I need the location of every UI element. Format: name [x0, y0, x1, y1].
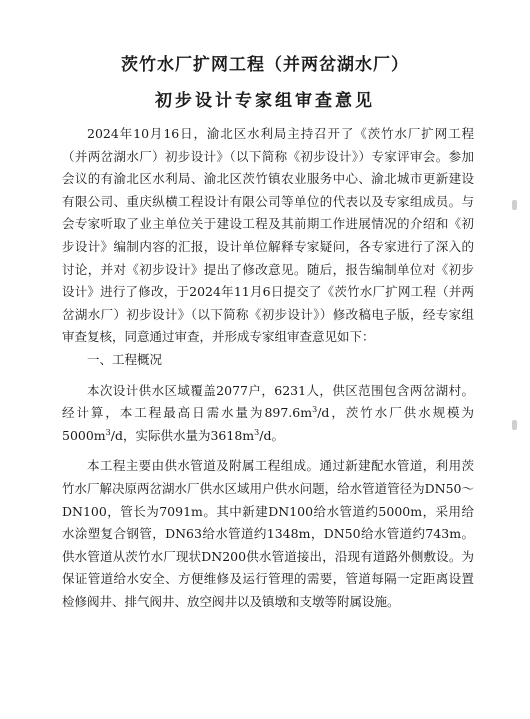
- paragraph-overview: [62, 380, 474, 448]
- margin-mark: [512, 200, 517, 210]
- overview-text-b: /d，茨竹水厂供水规模为5000m: [62, 405, 475, 443]
- document-body: [62, 123, 474, 613]
- overview-text-d: /d。: [259, 427, 284, 443]
- margin-mark: [512, 420, 517, 430]
- superscript-3: 3: [254, 427, 260, 437]
- overview-text-a: 本次设计供水区域覆盖2077户，6231人，供区范围包含两岔湖村。经计算，本工程最高日需水量为897.6m: [62, 382, 474, 421]
- overview-text-c: /d，实际供水量为3618m: [110, 427, 255, 443]
- document-subtitle: 初步设计专家组审查意见: [155, 91, 375, 111]
- section-heading: 一、工程概况: [87, 351, 163, 367]
- superscript-2: 3: [105, 427, 111, 437]
- paragraph-intro: 2024年10月16日，渝北区水利局主持召开了《茨竹水厂扩网工程（并两岔湖水厂）初步设计》（以下简称《初步设计》）专家评审会。参加会议的有渝北区水利局、渝北区茨竹镇农业服务中心、渝北城市更新建设有限公司、重庆纵横工程设计有限公司等单位的代表以及专家组成员。与会专家听取了业主单位关于建设工程及其前期工作进展情况的介绍和《初步设计》编制内容的汇报，设计单位解释专家疑问，各专家进行了深入的讨论，并对《初步设计》提出了修改意见。随后，报告编制单位对《初步设计》进行了修改，于2024年11月6日提交了《茨竹水厂扩网工程（并两岔湖水厂）初步设计》（以下简称《初步设计》）修改稿电子版，经专家组审查复核，同意通过审查，并形成专家组审查意见如下：: [62, 126, 474, 345]
- document-title: 茨竹水厂扩网工程（并两岔湖水厂）: [121, 55, 409, 75]
- superscript-1: 3: [312, 404, 318, 414]
- paragraph-composition: 本工程主要由供水管道及附属工程组成。通过新建配水管道，利用茨竹水厂解决原两岔湖水厂供水区域用户供水问题，给水管道管径为DN50～DN100，管长为7091m。其中新建DN100给水管道约5000m，采用给水涂塑复合钢管，DN63给水管道约1348m，DN50给水管道约743m。供水管道从茨竹水厂现状DN200供水管道接出，沿现有道路外侧敷设。为保证管道给水安全、方便维修及运行管理的需要，管道每隔一定距离设置检修阀井、排气阀井、放空阀井以及镇墩和支墩等附属设施。: [62, 458, 474, 609]
